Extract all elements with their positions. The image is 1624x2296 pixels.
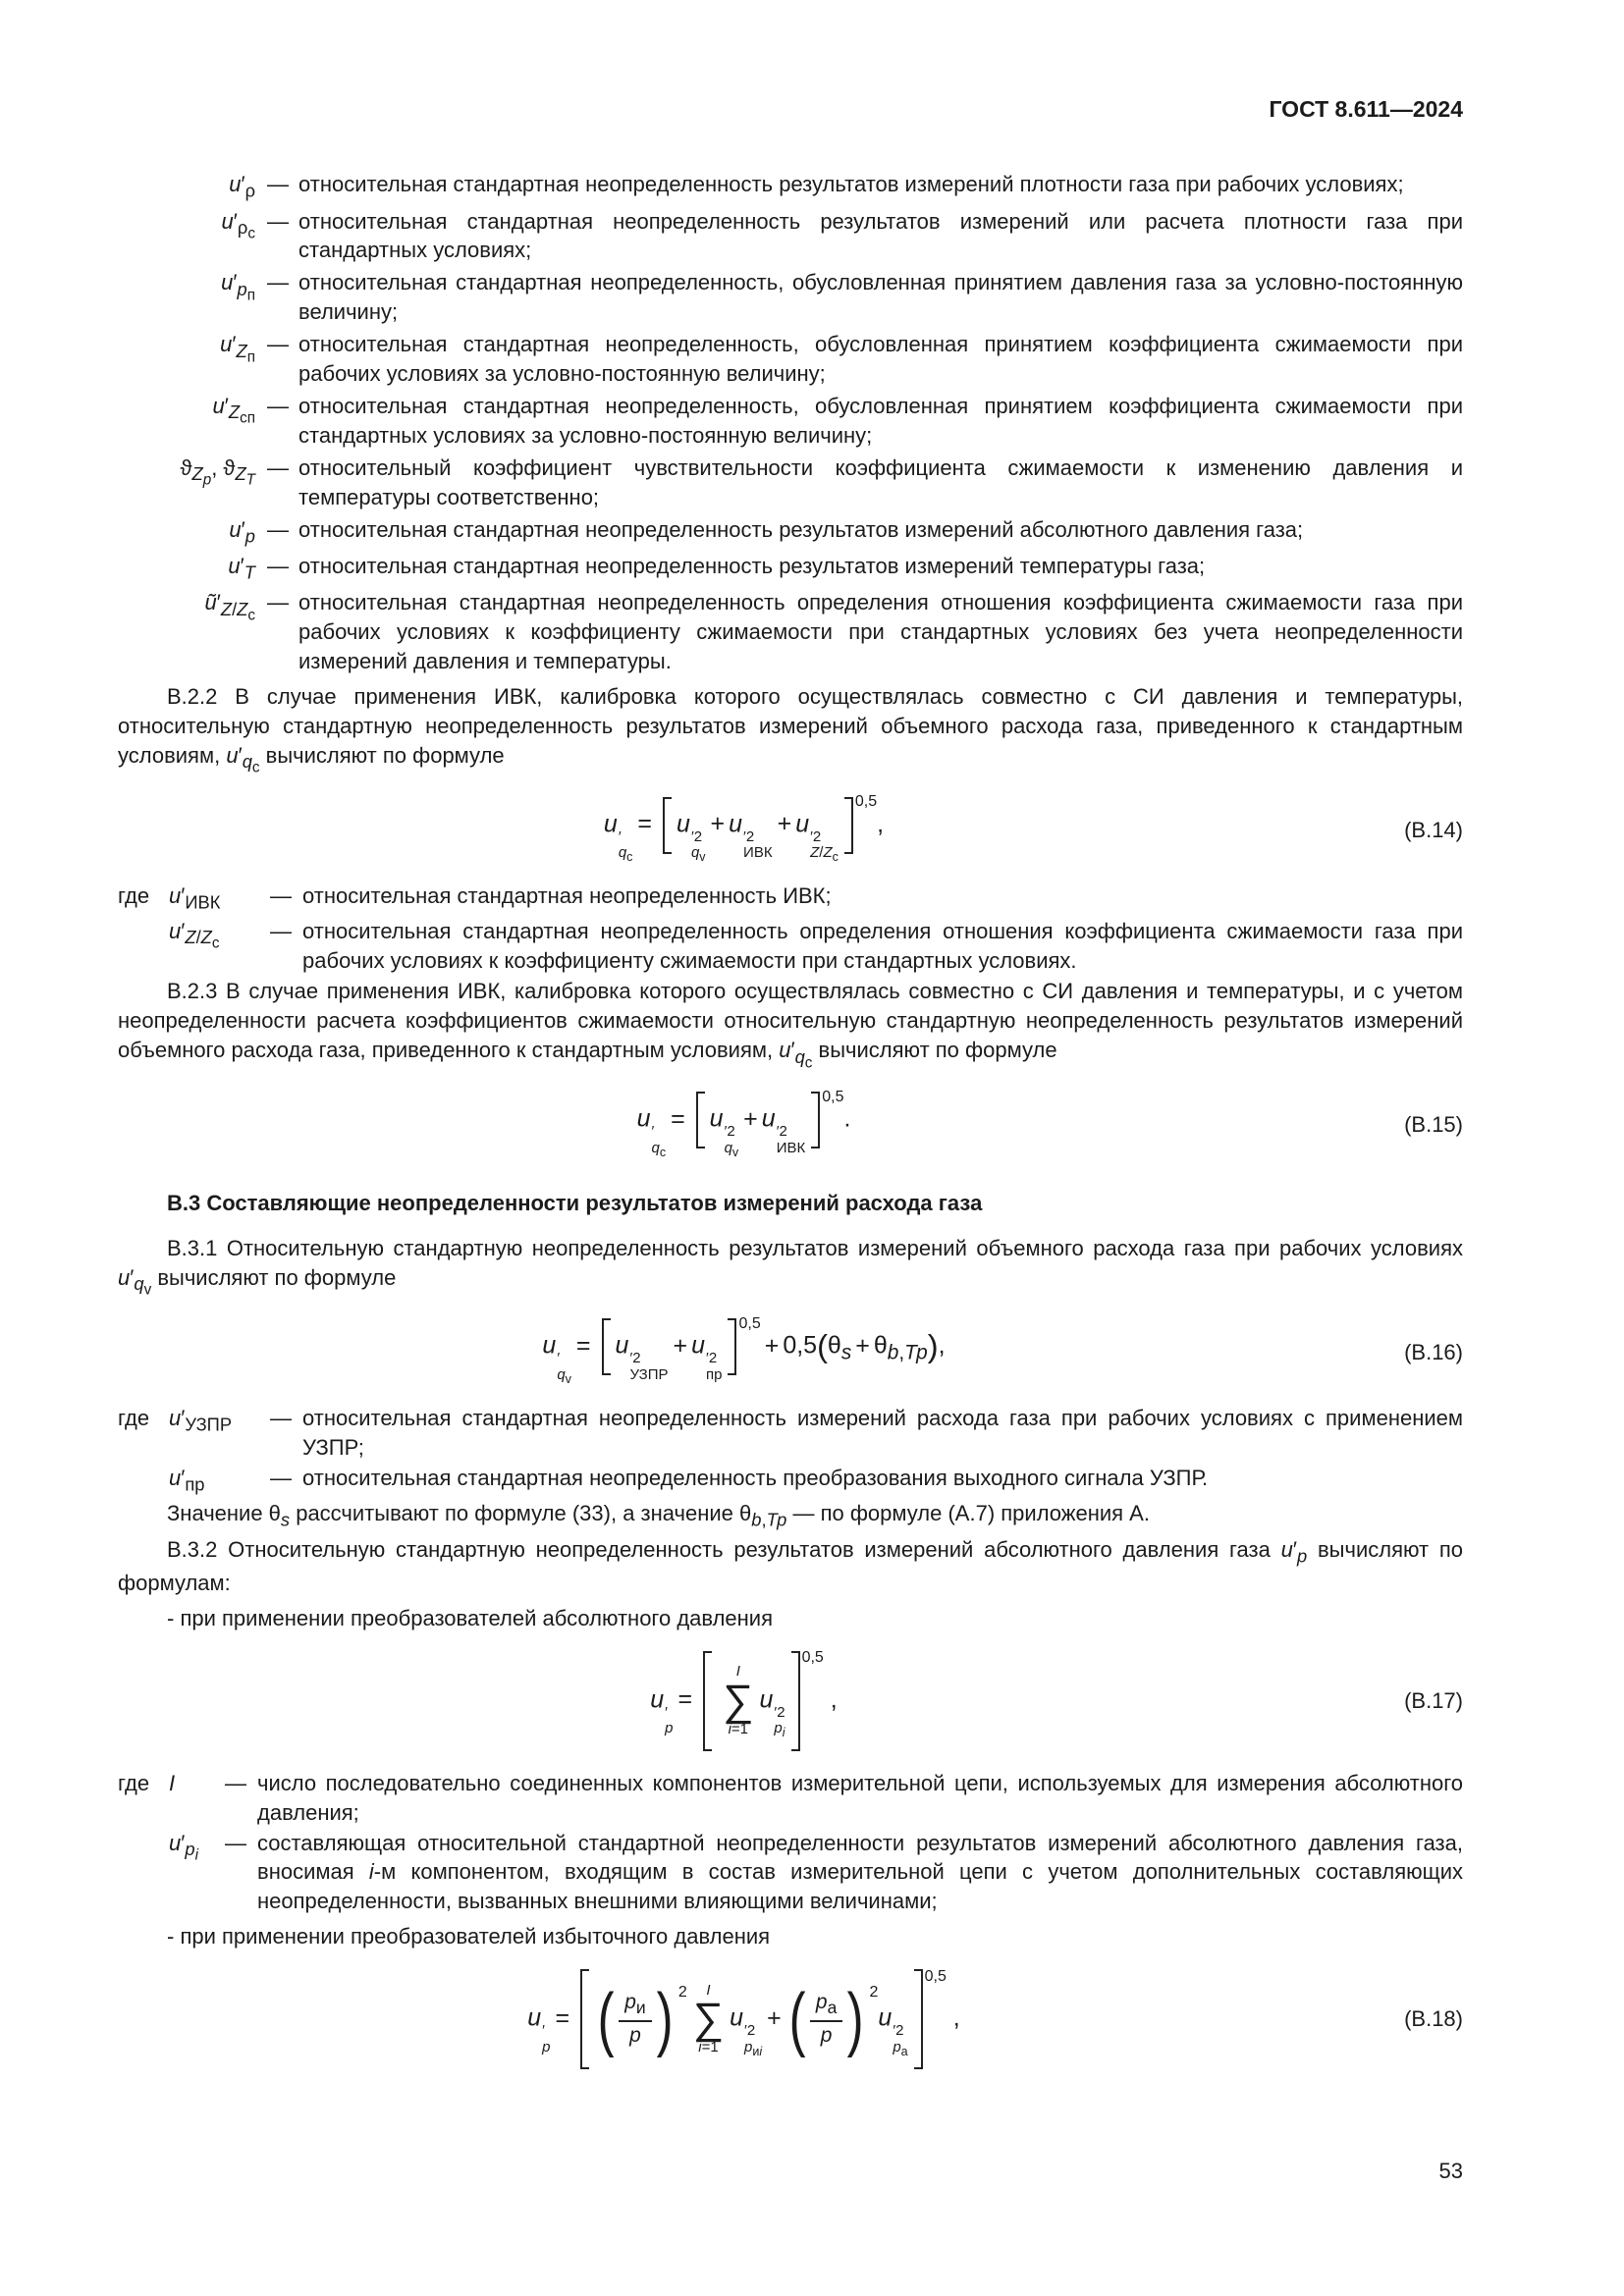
where-row xyxy=(118,917,1463,976)
where-row xyxy=(118,1769,1463,1828)
definition-text: относительная стандартная неопределенность, обусловленная принятием коэффициента сжимаемости при стандартных условиях за условно-постоянную величину; xyxy=(298,394,1463,448)
definition-dash: — xyxy=(267,590,289,615)
definition-row xyxy=(118,552,1463,585)
formula-b16: u ′ $q_v$ = u ′2 УЗПР + u ′2 пр $0,5+ 0,5(\theta_s + \theta_{b,Тр})$, xyxy=(542,1315,946,1387)
definition-text: относительная стандартная неопределенность, обусловленная принятием давления газа за условно-постоянную величину; xyxy=(298,270,1463,325)
where-row xyxy=(118,1404,1463,1463)
where-keyword xyxy=(118,1464,169,1497)
definition-row xyxy=(118,330,1463,389)
where-text: относительная стандартная неопределенность определения отношения коэффициента сжимаемости газа при рабочих условиях к коэффициенту сжимаемости при стандартных условиях. xyxy=(302,918,1463,973)
definition-symbol: $u'_{p_п}$ xyxy=(221,270,255,304)
where-dash: — xyxy=(225,1830,246,1855)
where-keyword: где xyxy=(118,1770,150,1795)
definition-row xyxy=(118,588,1463,676)
formula-b14: u ′ $q_с$ = u ′2 $q_v$ + u ′2 ИВК + u ′2 $Z/Z_с$ 0,5, xyxy=(603,793,885,865)
where-symbol: $u'_{p_i}$ xyxy=(169,1830,198,1864)
definition-dash: — xyxy=(267,394,289,419)
paragraph-b23: В.2.3 В случае применения ИВК, калибровка которого осуществлялась совместно с СИ давления и температуры, и с учетом неопределенности расчета коэффициентов сжимаемости относительную стандартную неопределенность результатов измерений объемного расхода газа, приведенного к стандартным условиям, $u'_{q_с}$ вычисляют по формуле xyxy=(118,979,1463,1072)
doc-header: ГОСТ 8.611—2024 xyxy=(1269,96,1463,122)
where-symbol: $u'_{ИВК}$ xyxy=(169,883,221,913)
formula-b18: u ′ p = ( $\frac{p_и}{p}$ ) 2 I ∑ i=1 u ′2 $p_{иi}$ + ( $\frac{p_а}{p}$ ) 2u ′2 $p_а$ 0,5 , xyxy=(118,1969,1370,2069)
where-dash: — xyxy=(270,1406,292,1431)
where-text: составляющая относительной стандартной неопределенности результатов измерений абсолютного давления газа, вносимая i-м компонентом, входящим в состав измерительной цепи с учетом дополнительных составляющих неопределенности, вызванных внешними влияющими величинами; xyxy=(257,1830,1463,1914)
where-dash: — xyxy=(270,918,292,943)
definition-dash: — xyxy=(267,208,289,234)
where-row xyxy=(118,1464,1463,1497)
formula-b17-row xyxy=(118,1651,1463,1751)
definition-row xyxy=(118,268,1463,327)
formula-b17-number: (В.17) xyxy=(1404,1687,1463,1713)
where-row xyxy=(118,1829,1463,1917)
list-item-absolute-pressure: - при применении преобразователей абсолютного давления xyxy=(167,1605,773,1630)
formula-b16-row xyxy=(118,1315,1463,1387)
formula-b15-row xyxy=(118,1088,1463,1159)
page-number: 53 xyxy=(1438,2159,1463,2184)
where-symbol: I xyxy=(169,1770,176,1795)
definition-row xyxy=(118,170,1463,203)
where-dash: — xyxy=(225,1770,246,1795)
definition-row xyxy=(118,515,1463,549)
where-text: относительная стандартная неопределенность ИВК; xyxy=(302,883,832,909)
where-text: число последовательно соединенных компонентов измерительной цепи, используемых для измерения абсолютного давления; xyxy=(257,1770,1463,1825)
definition-symbol: $ũ'_{Z/Z_с}$ xyxy=(204,590,255,624)
where-symbol: $u'_{пр}$ xyxy=(169,1465,205,1495)
section-heading-b3: В.3 Составляющие неопределенности результатов измерений расхода газа xyxy=(167,1190,983,1215)
formula-b17: u ′ p = I ∑ i=1 u ′2 $p_i$ 0,5 , xyxy=(118,1651,1370,1751)
formula-b16-number: (В.16) xyxy=(1404,1339,1463,1364)
formula-b15-number: (В.15) xyxy=(1404,1112,1463,1138)
where-dash: — xyxy=(270,1465,292,1490)
definition-dash: — xyxy=(267,270,289,295)
where-symbol: $u'_{Z/Z_с}$ xyxy=(169,918,220,952)
definition-row xyxy=(118,207,1463,266)
where-dash: — xyxy=(270,883,292,909)
definition-row xyxy=(118,454,1463,512)
formula-b15: u ′ $q_с$ = u ′2 $q_v$ + u ′2 ИВК 0,5. xyxy=(636,1088,851,1159)
definition-symbol: $u'_{Z_п}$ xyxy=(220,332,255,366)
formula-b14-row xyxy=(118,793,1463,865)
formula-b14-number: (В.14) xyxy=(1404,818,1463,843)
paragraph-b31: В.3.1 Относительную стандартную неопределенность результатов измерений объемного расхода газа при рабочих условиях $u'_{q_v}$ вычисляют по формуле xyxy=(118,1235,1463,1299)
definitions-list xyxy=(118,170,1463,676)
definition-text: относительная стандартная неопределенность определения отношения коэффициента сжимаемости газа при рабочих условиях к коэффициенту сжимаемости при стандартных условиях без учета неопределенности измерений давления и температуры. xyxy=(298,590,1463,674)
definition-dash: — xyxy=(267,516,289,542)
paragraph-b32: В.3.2 Относительную стандартную неопределенность результатов измерений абсолютного давления газа $u'_p$ вычисляют по формулам: xyxy=(118,1536,1464,1595)
where-row xyxy=(118,881,1463,915)
paragraph-theta: Значение $\theta_s$ рассчитывают по формуле (33), а значение $\theta_{b,Тр}$ — по формуле (А.7) приложения А. xyxy=(167,1501,1150,1530)
paragraph-b22: В.2.2 В случае применения ИВК, калибровка которого осуществлялась совместно с СИ давления и температуры, относительную стандартную неопределенность результатов измерений объемного расхода газа, приведенного к стандартным условиям, $u'_{q_с}$ вычисляют по формуле xyxy=(118,683,1463,776)
definition-dash: — xyxy=(267,553,289,578)
where-symbol: $u'_{УЗПР}$ xyxy=(169,1406,233,1435)
definition-text: относительная стандартная неопределенность результатов измерений или расчета плотности газа при стандартных условиях; xyxy=(298,208,1463,263)
where-keyword xyxy=(118,917,169,976)
where-text: относительная стандартная неопределенность измерений расхода газа при рабочих условиях с применением УЗПР; xyxy=(302,1406,1463,1461)
definition-symbol: $ϑ_{Z_p}$, $ϑ_{Z_T}$ xyxy=(180,454,255,489)
definition-dash: — xyxy=(267,172,289,197)
definition-text: относительная стандартная неопределенность результатов измерений температуры газа; xyxy=(298,553,1206,578)
where-keyword xyxy=(118,1829,169,1917)
definition-symbol: $u'_p$ xyxy=(229,516,255,547)
definition-text: относительная стандартная неопределенность, обусловленная принятием коэффициента сжимаемости при рабочих условиях за условно-постоянную величину; xyxy=(298,332,1463,387)
definition-symbol: $u'_T$ xyxy=(228,553,255,583)
definition-text: относительная стандартная неопределенность результатов измерений плотности газа при рабочих условиях; xyxy=(298,172,1404,197)
definition-symbol: $u'_\rho$ xyxy=(229,172,255,201)
where-keyword: где xyxy=(118,883,150,909)
where-text: относительная стандартная неопределенность преобразования выходного сигнала УЗПР. xyxy=(302,1465,1209,1490)
definition-row xyxy=(118,392,1463,451)
definition-symbol: $u'_{Z_{сп}}$ xyxy=(212,394,255,428)
list-item-gauge-pressure: - при применении преобразователей избыточного давления xyxy=(167,1924,771,1949)
formula-b18-row xyxy=(118,1969,1463,2069)
definition-dash: — xyxy=(267,332,289,357)
definition-symbol: $u'_{\rho_с}$ xyxy=(221,208,255,242)
formula-b18-number: (В.18) xyxy=(1404,2006,1463,2032)
definition-dash: — xyxy=(267,454,289,480)
definition-text: относительная стандартная неопределенность результатов измерений абсолютного давления газа; xyxy=(298,516,1304,542)
where-keyword: где xyxy=(118,1406,150,1431)
definition-text: относительный коэффициент чувствительности коэффициента сжимаемости к изменению давления и температуры соответственно; xyxy=(298,454,1463,509)
